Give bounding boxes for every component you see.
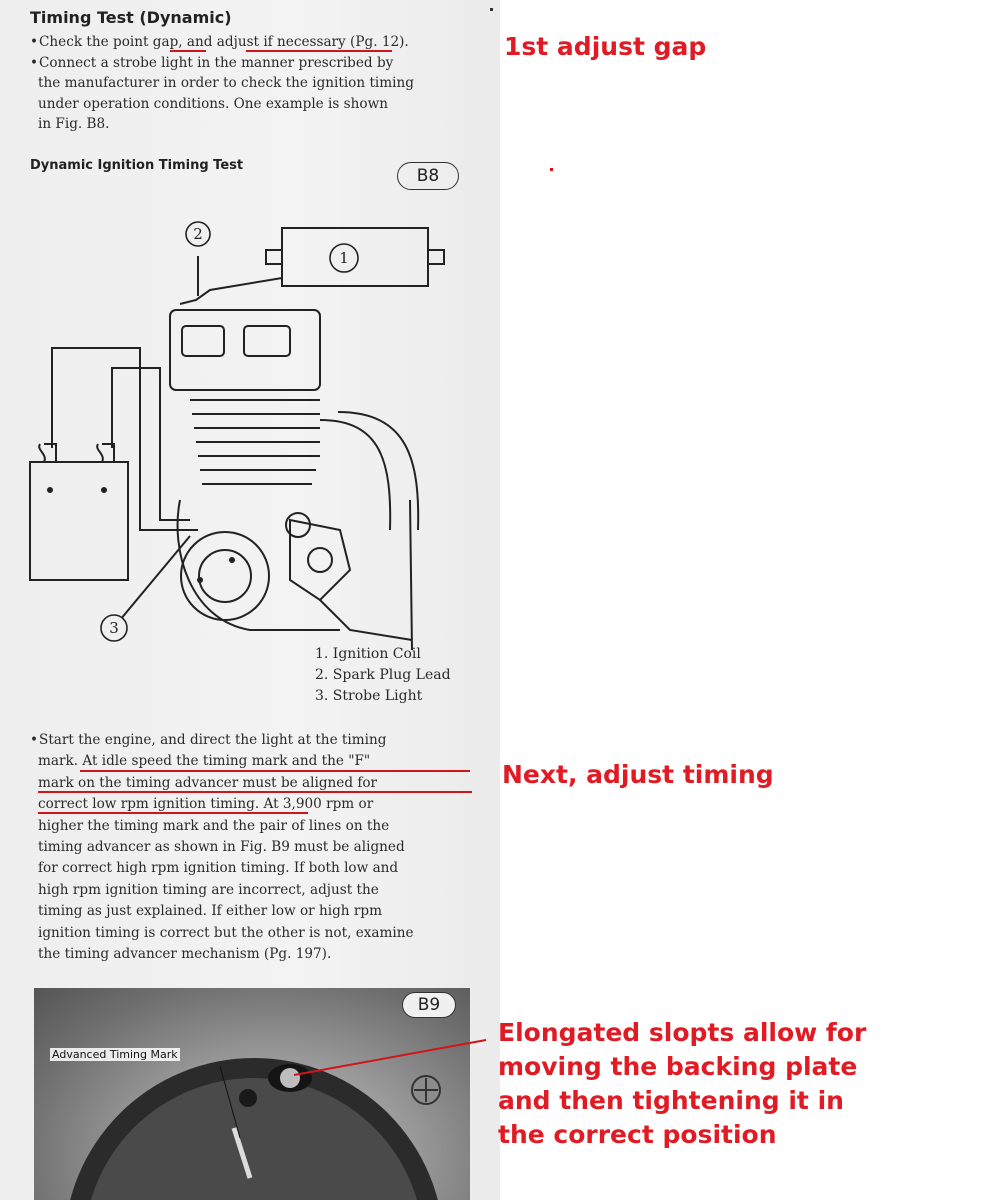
annotation-slots-line-2: moving the backing plate (498, 1052, 858, 1081)
callout-2: 2 (193, 225, 203, 243)
stray-mark (550, 168, 553, 171)
stray-dot (490, 8, 493, 11)
figure-badge: B8 (397, 162, 459, 190)
body-line-11: the timing advancer mechanism (Pg. 197). (38, 946, 332, 963)
body-line-1: • Start the engine, and direct the light at the timing (30, 730, 474, 751)
body-line-6: timing advancer as shown in Fig. B9 must be aligned (38, 839, 405, 856)
figure-legend (315, 644, 451, 707)
intro-paragraph (30, 32, 470, 135)
body-line-7: for correct high rpm ignition timing. If both low and (38, 860, 399, 877)
legend-item-spark-plug-lead: 2. Spark Plug Lead (315, 667, 451, 683)
body-line-8: high rpm ignition timing are incorrect, adjust the (38, 881, 379, 898)
intro-line-5: in Fig. B8. (38, 116, 110, 133)
body-line-10: ignition timing is correct but the other is not, examine (38, 924, 414, 941)
photo-badge: B9 (402, 992, 456, 1018)
annotation-adjust-gap: 1st adjust gap (504, 32, 707, 61)
adjust-underline (246, 50, 392, 52)
annotation-slots (498, 1016, 968, 1152)
body-line-5: higher the timing mark and the pair of lines on the (38, 817, 390, 834)
body-line-9: timing as just explained. If either low or high rpm (38, 903, 382, 920)
timing-underline-3 (38, 812, 308, 814)
figure-title: Dynamic Ignition Timing Test (30, 158, 244, 173)
advanced-timing-mark-label: Advanced Timing Mark (52, 1048, 178, 1061)
intro-line-3: the manufacturer in order to check the ignition timing (38, 75, 414, 92)
engine-diagram (20, 200, 480, 650)
intro-line-4: under operation conditions. One example is shown (38, 95, 388, 112)
callout-1: 1 (339, 249, 349, 267)
body-line-2: mark. At idle speed the timing mark and the "F" (38, 753, 371, 770)
legend-item-strobe-light: 3. Strobe Light (315, 688, 423, 704)
annotation-slots-line-3: and then tightening it in (498, 1086, 844, 1115)
annotation-slots-line-4: the correct position (498, 1120, 777, 1149)
annotation-adjust-timing: Next, adjust timing (502, 760, 774, 789)
gap-underline (170, 50, 206, 52)
section-heading: Timing Test (Dynamic) (30, 8, 232, 27)
annotation-slots-line-1: Elongated slopts allow for (498, 1018, 867, 1047)
intro-line-2: • Connect a strobe light in the manner prescribed by (30, 53, 470, 74)
body-line-3: mark on the timing advancer must be aligned for (38, 774, 378, 791)
legend-item-ignition-coil: 1. Ignition Coil (315, 646, 421, 662)
intro-line-1: • Check the point gap, and adjust if necessary (Pg. 12). (30, 32, 470, 53)
body-line-4: correct low rpm ignition timing. At 3,900 rpm or (38, 796, 374, 813)
callout-3: 3 (109, 619, 119, 637)
body-paragraph (30, 730, 474, 965)
timing-advancer-photo (34, 988, 470, 1200)
timing-underline-2 (38, 791, 472, 793)
timing-underline-1 (80, 770, 470, 772)
advancer-photo-drawing (34, 988, 470, 1200)
